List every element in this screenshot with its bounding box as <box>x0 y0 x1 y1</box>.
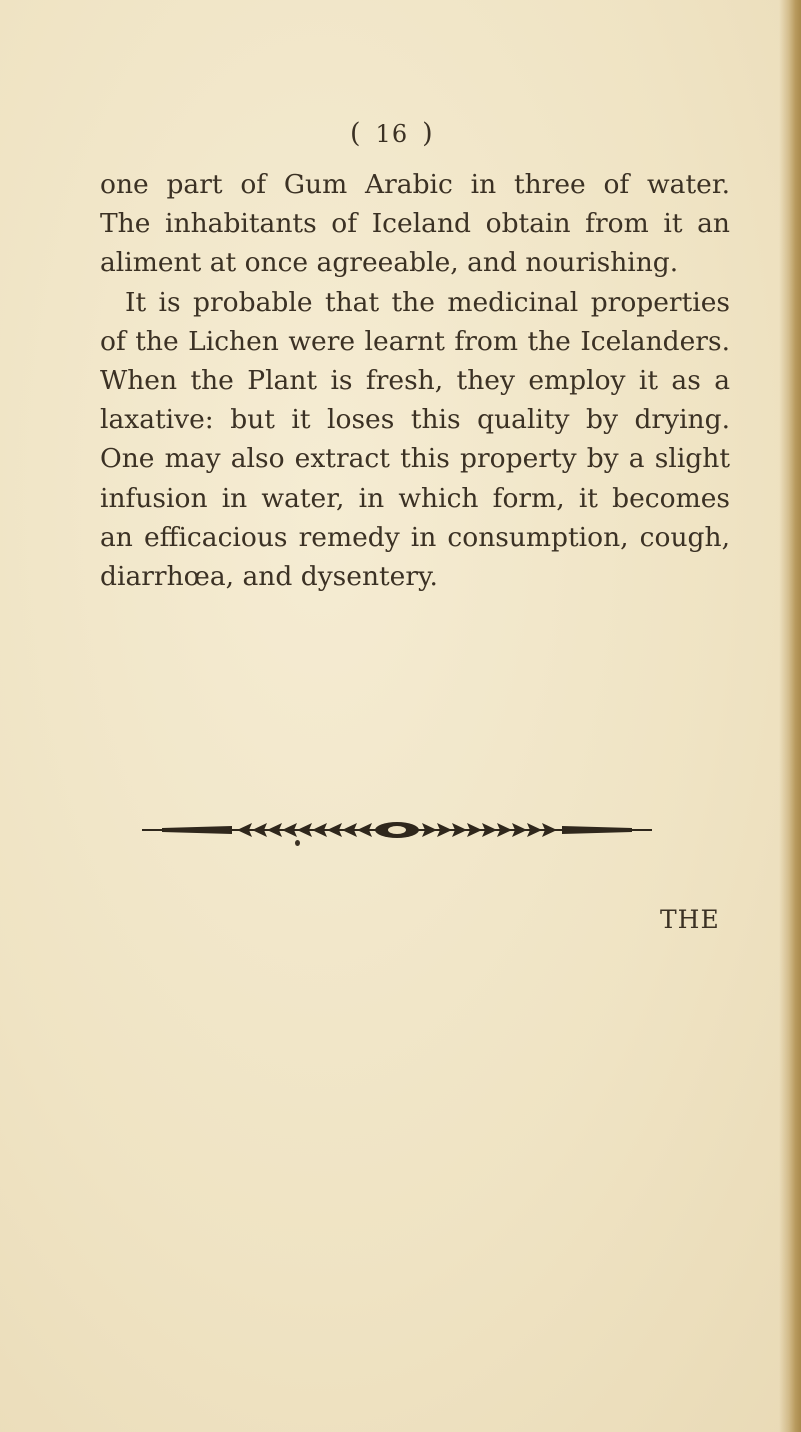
page-number <box>350 118 490 149</box>
folio-close-paren: ) <box>422 118 434 149</box>
text-line: one part of Gum Arabic in three of water. <box>100 169 730 200</box>
text-line: The inhabitants of Iceland obtain from it an <box>100 208 730 240</box>
folio-number: 16 <box>375 120 409 148</box>
text-line: laxative: but it loses this quality by drying. <box>100 404 730 436</box>
text-line: One may also extract this property by a slight <box>100 443 730 475</box>
text-line: When the Plant is fresh, they employ it as a <box>100 365 730 397</box>
ink-speck <box>295 840 300 846</box>
body-text <box>100 165 730 596</box>
text-line: It is probable that the medicinal properties <box>125 286 730 318</box>
folio-open-paren: ( <box>350 118 362 149</box>
page-edge-shadow <box>779 0 801 1432</box>
text-line: diarrhœa, and dysentery. <box>100 561 438 593</box>
decorative-rule <box>142 820 652 840</box>
text-line: aliment at once agreeable, and nourishing. <box>100 247 679 279</box>
catchword: THE <box>660 905 720 934</box>
text-line: an efficacious remedy in consumption, cough, <box>100 521 730 553</box>
text-line: infusion in water, in which form, it becomes <box>100 482 730 514</box>
text-line: of the Lichen were learnt from the Icelanders. <box>100 325 730 357</box>
